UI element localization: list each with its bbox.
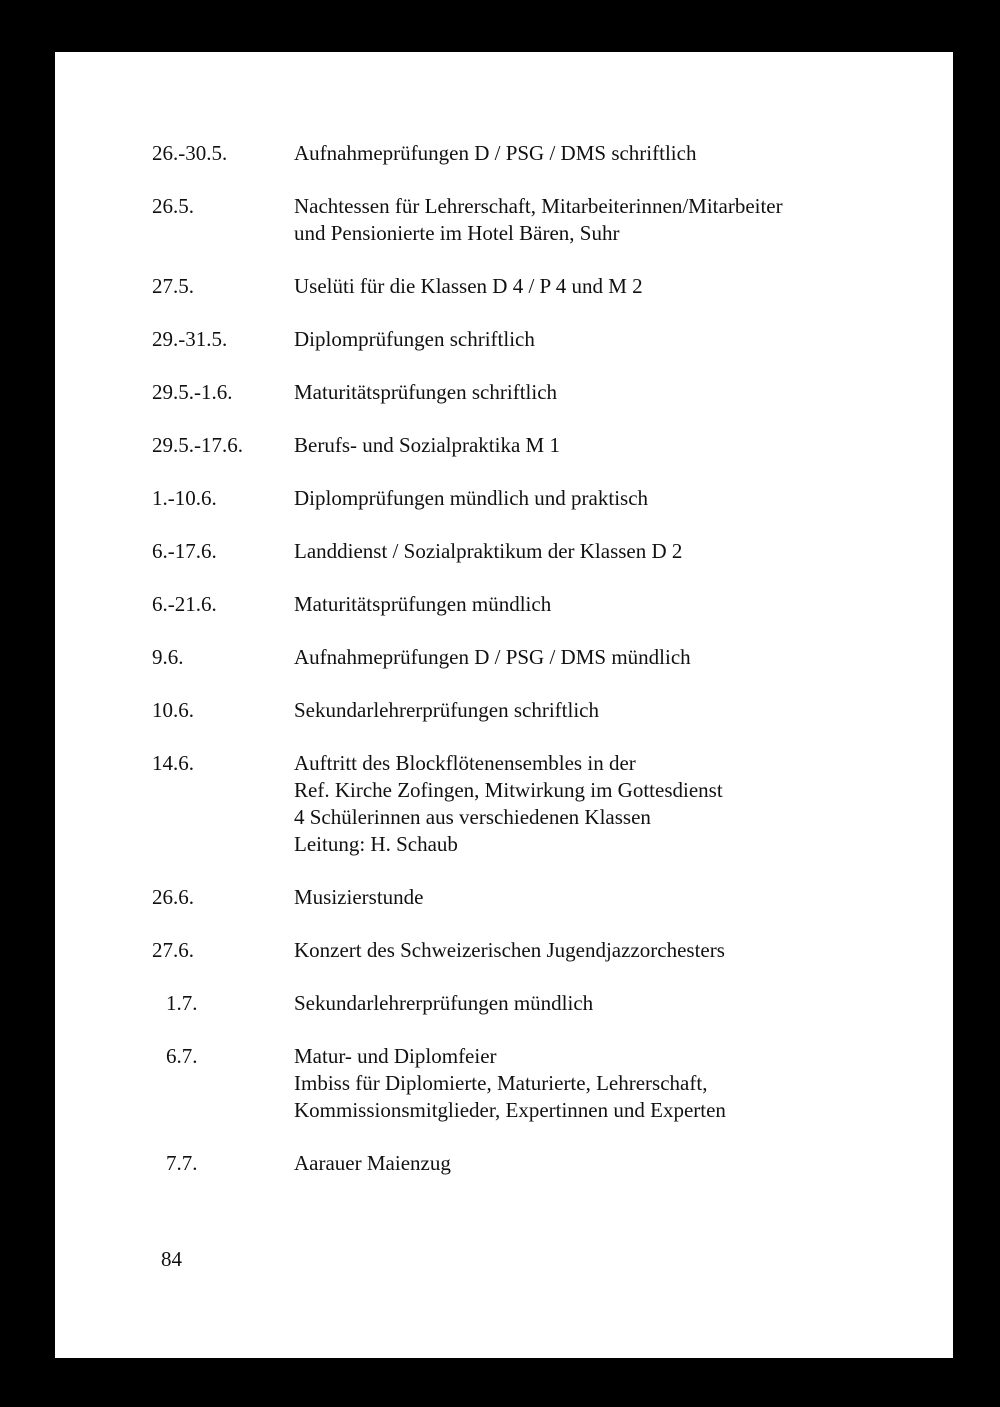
schedule-entry <box>152 193 872 247</box>
entry-date: 9.6. <box>152 645 184 669</box>
entry-line: Sekundarlehrerprüfungen schriftlich <box>294 698 599 722</box>
entry-description <box>294 644 872 671</box>
entry-date: 29.-31.5. <box>152 327 228 351</box>
schedule-entry <box>152 750 872 858</box>
entry-date: 6.-21.6. <box>152 592 217 616</box>
entry-date: 6.-17.6. <box>152 539 217 563</box>
entry-description <box>294 485 872 512</box>
schedule-entry <box>152 538 872 565</box>
entry-line: Diplomprüfungen schriftlich <box>294 327 535 351</box>
schedule-entry <box>152 591 872 618</box>
entry-date: 26.6. <box>152 885 194 909</box>
entry-date: 1.7. <box>166 991 198 1015</box>
entry-line: Imbiss für Diplomierte, Maturierte, Lehrerschaft, <box>294 1071 708 1095</box>
entry-date: 1.-10.6. <box>152 486 217 510</box>
entry-date: 29.5.-17.6. <box>152 433 243 457</box>
entry-line: Landdienst / Sozialpraktikum der Klassen D 2 <box>294 539 683 563</box>
schedule-entry <box>152 273 872 300</box>
entry-line: Auftritt des Blockflötenensembles in der <box>294 751 636 775</box>
entry-line: Berufs- und Sozialpraktika M 1 <box>294 433 560 457</box>
entry-line: 4 Schülerinnen aus verschiedenen Klassen <box>294 805 651 829</box>
entry-description <box>294 750 872 858</box>
entry-line: Musizierstunde <box>294 885 424 909</box>
schedule-entry <box>152 697 872 724</box>
schedule-list <box>152 140 872 1203</box>
page-number: 84 <box>161 1247 182 1271</box>
entry-line: Diplomprüfungen mündlich und praktisch <box>294 486 649 510</box>
schedule-entry <box>152 1043 872 1124</box>
schedule-entry <box>152 937 872 964</box>
entry-description <box>294 990 872 1017</box>
entry-line: Konzert des Schweizerischen Jugendjazzorchesters <box>294 938 725 962</box>
entry-date: 26.-30.5. <box>152 141 228 165</box>
entry-description <box>294 273 872 300</box>
entry-date: 6.7. <box>166 1044 198 1068</box>
document-page <box>55 52 953 1358</box>
entry-description <box>294 379 872 406</box>
entry-line: Maturitätsprüfungen schriftlich <box>294 380 558 404</box>
entry-date: 14.6. <box>152 751 194 775</box>
entry-description <box>294 193 872 247</box>
entry-description <box>294 1150 872 1177</box>
entry-description <box>294 140 872 167</box>
entry-line: Aarauer Maienzug <box>294 1151 451 1175</box>
entry-date: 10.6. <box>152 698 194 722</box>
entry-description <box>294 1043 872 1124</box>
schedule-entry <box>152 884 872 911</box>
entry-description <box>294 937 872 964</box>
schedule-entry <box>152 644 872 671</box>
schedule-entry <box>152 140 872 167</box>
entry-line: Maturitätsprüfungen mündlich <box>294 592 552 616</box>
entry-line: Aufnahmeprüfungen D / PSG / DMS schriftlich <box>294 141 697 165</box>
entry-date: 29.5.-1.6. <box>152 380 233 404</box>
entry-description <box>294 432 872 459</box>
schedule-entry <box>152 1150 872 1177</box>
entry-line: Kommissionsmitglieder, Expertinnen und Experten <box>294 1098 726 1122</box>
schedule-entry <box>152 326 872 353</box>
entry-line: Uselüti für die Klassen D 4 / P 4 und M 2 <box>294 274 643 298</box>
schedule-entry <box>152 379 872 406</box>
entry-line: Nachtessen für Lehrerschaft, Mitarbeiterinnen/Mitarbeiter <box>294 194 783 218</box>
schedule-entry <box>152 485 872 512</box>
entry-date: 27.5. <box>152 274 194 298</box>
schedule-entry <box>152 990 872 1017</box>
entry-line: Aufnahmeprüfungen D / PSG / DMS mündlich <box>294 645 691 669</box>
entry-description <box>294 697 872 724</box>
entry-line: Ref. Kirche Zofingen, Mitwirkung im Gottesdienst <box>294 778 723 802</box>
entry-line: Sekundarlehrerprüfungen mündlich <box>294 991 594 1015</box>
entry-description <box>294 326 872 353</box>
entry-description <box>294 884 872 911</box>
entry-line: und Pensionierte im Hotel Bären, Suhr <box>294 221 620 245</box>
entry-date: 27.6. <box>152 938 194 962</box>
entry-date: 7.7. <box>166 1151 198 1175</box>
schedule-entry <box>152 432 872 459</box>
entry-date: 26.5. <box>152 194 194 218</box>
entry-line: Matur- und Diplomfeier <box>294 1044 497 1068</box>
entry-description <box>294 591 872 618</box>
entry-line: Leitung: H. Schaub <box>294 832 458 856</box>
entry-description <box>294 538 872 565</box>
